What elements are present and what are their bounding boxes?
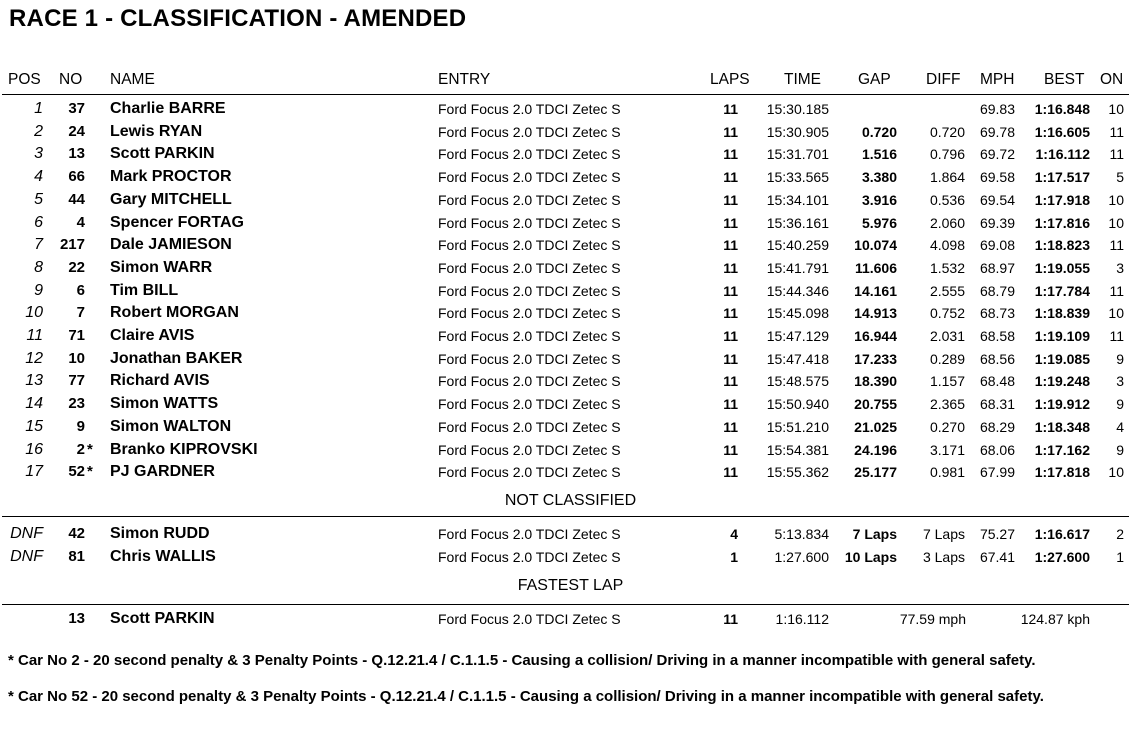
cell-best: 1:16.848 [1034, 101, 1090, 117]
fastest-lap-mph: 77.59 mph [899, 611, 966, 627]
cell-time: 15:48.575 [766, 373, 829, 390]
cell-on: 10 [1108, 464, 1124, 481]
header-entry: ENTRY [438, 71, 491, 88]
cell-no: 13 [68, 145, 85, 163]
not-classified-heading: NOT CLASSIFIED [504, 492, 637, 509]
cell-time: 15:45.098 [766, 305, 829, 322]
cell-best: 1:17.918 [1034, 191, 1090, 208]
cell-best: 1:27.600 [1034, 548, 1090, 565]
cell-entry: Ford Focus 2.0 TDCI Zetec S [438, 305, 621, 322]
cell-on: 9 [1116, 441, 1124, 458]
cell-entry: Ford Focus 2.0 TDCI Zetec S [438, 526, 621, 542]
header-laps: LAPS [710, 71, 750, 88]
cell-entry: Ford Focus 2.0 TDCI Zetec S [438, 101, 621, 117]
cell-laps: 11 [723, 464, 738, 481]
cell-best: 1:17.816 [1034, 214, 1090, 231]
cell-time: 15:36.161 [766, 214, 829, 231]
cell-diff: 2.060 [929, 214, 965, 231]
penalty-note: * Car No 2 - 20 second penalty & 3 Penalty Points - Q.12.21.4 / C.1.1.5 - Causing a collision/ Driving in a manner incompatible with general safety. [8, 652, 1036, 669]
cell-mph: 69.78 [979, 123, 1015, 140]
cell-gap: 17.233 [854, 350, 897, 367]
cell-laps: 11 [723, 169, 738, 186]
cell-best: 1:16.605 [1034, 123, 1090, 140]
cell-best: 1:17.517 [1034, 169, 1090, 186]
cell-diff: 3.171 [929, 441, 965, 458]
cell-no: 71 [68, 327, 85, 344]
cell-entry: Ford Focus 2.0 TDCI Zetec S [438, 350, 621, 367]
cell-laps: 11 [723, 214, 738, 231]
cell-mph: 69.58 [979, 169, 1015, 186]
cell-pos: 1 [34, 100, 43, 117]
cell-time: 15:41.791 [766, 259, 829, 276]
penalty-note: * Car No 52 - 20 second penalty & 3 Penalty Points - Q.12.21.4 / C.1.1.5 - Causing a collision/ Driving in a manner incompatible with general safety. [8, 688, 1044, 705]
table-row [0, 372, 1141, 390]
cell-gap: 5.976 [861, 214, 897, 231]
table-row [0, 327, 1141, 345]
cell-entry: Ford Focus 2.0 TDCI Zetec S [438, 191, 621, 208]
cell-diff: 3 Laps [922, 548, 965, 565]
cell-best: 1:17.784 [1034, 282, 1090, 299]
cell-diff: 1.157 [929, 373, 965, 390]
cell-on: 5 [1116, 169, 1124, 186]
cell-name: Mark PROCTOR [110, 168, 232, 186]
fastest-lap-laps: 11 [723, 611, 738, 627]
cell-diff: 1.864 [929, 169, 965, 186]
cell-time: 15:30.905 [766, 123, 829, 140]
fastest-lap-kph: 124.87 kph [1020, 611, 1090, 627]
cell-time: 15:47.418 [766, 350, 829, 367]
cell-pos: 13 [25, 372, 43, 390]
cell-laps: 11 [723, 237, 738, 254]
cell-name: PJ GARDNER [110, 463, 215, 481]
cell-no: 81 [68, 547, 85, 565]
cell-laps: 11 [723, 259, 738, 276]
cell-diff: 2.555 [929, 282, 965, 299]
cell-no: 24 [68, 122, 85, 140]
header-time: TIME [784, 71, 822, 88]
cell-no: 10 [68, 349, 85, 367]
cell-time: 15:31.701 [766, 146, 829, 163]
cell-time: 15:40.259 [766, 237, 829, 254]
cell-mph: 69.08 [979, 237, 1015, 254]
cell-on: 10 [1108, 101, 1124, 117]
cell-entry: Ford Focus 2.0 TDCI Zetec S [438, 146, 621, 163]
cell-pos: 16 [25, 440, 43, 458]
cell-pos: 14 [25, 395, 43, 413]
cell-laps: 11 [723, 441, 738, 458]
cell-no: 7 [76, 304, 85, 322]
cell-time: 15:33.565 [766, 169, 829, 186]
cell-diff: 0.720 [929, 123, 965, 140]
cell-mph: 75.27 [979, 526, 1015, 542]
cell-name: Simon WARR [110, 258, 213, 276]
cell-best: 1:18.348 [1034, 418, 1090, 435]
cell-diff: 0.752 [929, 305, 965, 322]
fastest-lap-divider [2, 604, 1129, 605]
cell-no: 6 [76, 281, 85, 299]
cell-mph: 69.72 [979, 146, 1015, 163]
table-row [0, 395, 1141, 413]
cell-diff: 2.031 [929, 328, 965, 344]
cell-on: 9 [1116, 350, 1124, 367]
table-row [0, 145, 1141, 163]
cell-pos: DNF [10, 547, 43, 565]
cell-pos: 12 [25, 349, 43, 367]
cell-time: 15:54.381 [766, 441, 829, 458]
cell-time: 5:13.834 [774, 526, 829, 542]
table-row [0, 236, 1141, 254]
cell-best: 1:19.248 [1034, 373, 1090, 390]
cell-name: Lewis RYAN [110, 122, 203, 140]
cell-on: 10 [1108, 214, 1124, 231]
cell-gap: 14.913 [854, 305, 897, 322]
cell-name: Claire AVIS [110, 327, 195, 344]
cell-time: 1:27.600 [774, 548, 829, 565]
cell-laps: 11 [723, 101, 738, 117]
cell-gap: 11.606 [854, 259, 897, 276]
header-mph: MPH [980, 71, 1015, 88]
cell-entry: Ford Focus 2.0 TDCI Zetec S [438, 548, 621, 565]
cell-mph: 68.97 [979, 259, 1015, 276]
cell-laps: 11 [723, 305, 738, 322]
cell-gap: 3.380 [861, 169, 897, 186]
page-title: RACE 1 - CLASSIFICATION - AMENDED [9, 5, 467, 32]
cell-time: 15:50.940 [766, 396, 829, 413]
cell-best: 1:19.109 [1034, 328, 1090, 344]
cell-laps: 1 [730, 548, 738, 565]
header-pos: POS [8, 71, 41, 88]
cell-best: 1:17.162 [1034, 441, 1090, 458]
cell-no: 37 [68, 100, 85, 117]
cell-name: Robert MORGAN [110, 304, 239, 322]
cell-pos: DNF [10, 525, 43, 542]
cell-name: Gary MITCHELL [110, 190, 232, 208]
cell-diff: 0.289 [929, 350, 965, 367]
cell-entry: Ford Focus 2.0 TDCI Zetec S [438, 169, 621, 186]
cell-pos: 5 [34, 190, 43, 208]
cell-on: 3 [1116, 259, 1124, 276]
table-row [0, 525, 1141, 543]
cell-entry: Ford Focus 2.0 TDCI Zetec S [438, 123, 621, 140]
cell-name: Charlie BARRE [110, 100, 226, 117]
cell-time: 15:44.346 [766, 282, 829, 299]
cell-laps: 11 [723, 146, 738, 163]
cell-diff: 7 Laps [922, 526, 965, 542]
cell-time: 15:51.210 [766, 418, 829, 435]
cell-gap: 10 Laps [844, 548, 897, 565]
cell-no: 217 [59, 236, 85, 254]
cell-mph: 68.29 [979, 418, 1015, 435]
cell-gap: 7 Laps [852, 526, 897, 542]
cell-no: 4 [76, 213, 85, 231]
cell-laps: 11 [723, 328, 738, 344]
table-row [0, 259, 1141, 277]
cell-no: 23 [68, 395, 85, 413]
table-row [0, 168, 1141, 186]
cell-best: 1:19.912 [1034, 396, 1090, 413]
cell-no: 9 [76, 417, 85, 435]
table-row [0, 123, 1141, 141]
cell-best: 1:17.818 [1034, 464, 1090, 481]
cell-name: Richard AVIS [110, 372, 210, 390]
cell-entry: Ford Focus 2.0 TDCI Zetec S [438, 328, 621, 344]
fastest-lap-name: Scott PARKIN [110, 610, 215, 627]
cell-pos: 8 [34, 258, 43, 276]
cell-pos: 2 [34, 122, 43, 140]
cell-pos: 10 [25, 304, 43, 322]
cell-entry: Ford Focus 2.0 TDCI Zetec S [438, 259, 621, 276]
cell-on: 10 [1108, 305, 1124, 322]
cell-diff: 4.098 [929, 237, 965, 254]
header-diff: DIFF [926, 71, 961, 88]
cell-entry: Ford Focus 2.0 TDCI Zetec S [438, 237, 621, 254]
cell-gap: 24.196 [854, 441, 897, 458]
cell-pos: 7 [34, 236, 43, 254]
cell-best: 1:16.112 [1035, 146, 1090, 163]
cell-entry: Ford Focus 2.0 TDCI Zetec S [438, 464, 621, 481]
cell-gap: 20.755 [854, 396, 897, 413]
cell-diff: 0.981 [929, 464, 965, 481]
table-row [0, 463, 1141, 481]
cell-best: 1:19.055 [1034, 259, 1090, 276]
header-on: ON [1100, 71, 1124, 88]
cell-on: 3 [1116, 373, 1124, 390]
header-gap: GAP [858, 71, 891, 88]
cell-on: 10 [1108, 191, 1124, 208]
cell-name: Dale JAMIESON [110, 236, 232, 254]
cell-entry: Ford Focus 2.0 TDCI Zetec S [438, 282, 621, 299]
fastest-lap-row [0, 610, 1141, 628]
cell-on: 11 [1109, 328, 1124, 344]
cell-on: 11 [1109, 146, 1124, 163]
fastest-lap-entry: Ford Focus 2.0 TDCI Zetec S [438, 611, 621, 627]
cell-pos: 17 [25, 463, 43, 481]
cell-mph: 68.73 [979, 305, 1015, 322]
cell-no: 52 [68, 463, 85, 481]
cell-no: 77 [68, 372, 85, 390]
cell-no: 44 [68, 190, 85, 208]
cell-time: 15:47.129 [766, 328, 829, 344]
cell-mph: 68.48 [979, 373, 1015, 390]
table-row [0, 191, 1141, 209]
cell-entry: Ford Focus 2.0 TDCI Zetec S [438, 214, 621, 231]
cell-mph: 68.31 [979, 396, 1015, 413]
cell-gap: 3.916 [861, 191, 897, 208]
cell-gap: 18.390 [854, 373, 897, 390]
cell-diff: 0.270 [929, 418, 965, 435]
cell-laps: 4 [730, 526, 738, 542]
table-row [0, 282, 1141, 300]
cell-mph: 69.54 [979, 191, 1015, 208]
cell-diff: 0.796 [929, 146, 965, 163]
cell-entry: Ford Focus 2.0 TDCI Zetec S [438, 418, 621, 435]
table-row [0, 100, 1141, 118]
cell-diff: 0.536 [929, 191, 965, 208]
cell-name: Scott PARKIN [110, 145, 215, 163]
cell-laps: 11 [723, 418, 738, 435]
cell-time: 15:55.362 [766, 464, 829, 481]
header-no: NO [59, 71, 83, 88]
cell-on: 2 [1116, 526, 1124, 542]
cell-on: 9 [1116, 396, 1124, 413]
cell-gap: 16.944 [854, 328, 897, 344]
cell-on: 11 [1109, 282, 1124, 299]
table-row [0, 418, 1141, 436]
not-classified-divider [2, 516, 1129, 517]
cell-pos: 4 [34, 168, 43, 186]
cell-entry: Ford Focus 2.0 TDCI Zetec S [438, 373, 621, 390]
cell-gap: 25.177 [854, 464, 897, 481]
cell-laps: 11 [723, 350, 738, 367]
cell-laps: 11 [723, 282, 738, 299]
cell-name: Tim BILL [110, 281, 179, 299]
cell-entry: Ford Focus 2.0 TDCI Zetec S [438, 396, 621, 413]
cell-laps: 11 [723, 373, 738, 390]
table-row [0, 441, 1141, 459]
cell-mph: 68.06 [979, 441, 1015, 458]
cell-mph: 67.99 [979, 464, 1015, 481]
cell-gap: 1.516 [861, 146, 897, 163]
header-best: BEST [1044, 71, 1085, 88]
cell-on: 4 [1116, 418, 1124, 435]
header-name: NAME [110, 71, 155, 88]
cell-gap: 14.161 [854, 282, 897, 299]
cell-pos: 11 [26, 327, 43, 344]
cell-star: * [87, 440, 93, 458]
cell-mph: 68.58 [979, 328, 1015, 344]
cell-gap: 0.720 [861, 123, 897, 140]
cell-name: Simon WATTS [110, 395, 219, 413]
fastest-lap-no: 13 [68, 610, 85, 627]
table-row [0, 548, 1141, 566]
cell-pos: 15 [25, 417, 43, 435]
table-row [0, 214, 1141, 232]
cell-best: 1:16.617 [1034, 526, 1090, 542]
cell-pos: 6 [34, 213, 43, 231]
cell-mph: 68.79 [979, 282, 1015, 299]
cell-no: 42 [68, 525, 85, 542]
cell-on: 11 [1109, 237, 1124, 254]
cell-no: 66 [68, 168, 85, 186]
cell-name: Jonathan BAKER [110, 349, 243, 367]
cell-entry: Ford Focus 2.0 TDCI Zetec S [438, 441, 621, 458]
header-divider [2, 94, 1129, 95]
cell-diff: 1.532 [929, 259, 965, 276]
cell-name: Branko KIPROVSKI [110, 440, 258, 458]
cell-gap: 10.074 [854, 237, 897, 254]
cell-laps: 11 [723, 396, 738, 413]
cell-diff: 2.365 [929, 396, 965, 413]
cell-best: 1:18.839 [1034, 305, 1090, 322]
cell-laps: 11 [723, 123, 738, 140]
table-header [0, 71, 1141, 89]
cell-pos: 3 [34, 145, 43, 163]
cell-laps: 11 [723, 191, 738, 208]
fastest-lap-heading: FASTEST LAP [517, 577, 624, 594]
cell-best: 1:19.085 [1034, 350, 1090, 367]
cell-star: * [87, 463, 93, 481]
fastest-lap-time: 1:16.112 [775, 611, 829, 627]
cell-no: 22 [68, 258, 85, 276]
cell-mph: 67.41 [979, 548, 1015, 565]
cell-name: Simon RUDD [110, 525, 210, 542]
cell-time: 15:30.185 [766, 101, 829, 117]
cell-best: 1:18.823 [1034, 237, 1090, 254]
cell-name: Simon WALTON [110, 417, 232, 435]
table-row [0, 304, 1141, 322]
cell-gap: 21.025 [854, 418, 897, 435]
cell-time: 15:34.101 [766, 191, 829, 208]
cell-mph: 68.56 [979, 350, 1015, 367]
cell-name: Chris WALLIS [110, 547, 216, 565]
cell-mph: 69.83 [979, 101, 1015, 117]
cell-no: 2 [76, 440, 85, 458]
cell-mph: 69.39 [979, 214, 1015, 231]
cell-pos: 9 [34, 281, 43, 299]
cell-on: 11 [1109, 123, 1124, 140]
cell-on: 1 [1116, 548, 1124, 565]
cell-name: Spencer FORTAG [110, 213, 244, 231]
table-row [0, 350, 1141, 368]
